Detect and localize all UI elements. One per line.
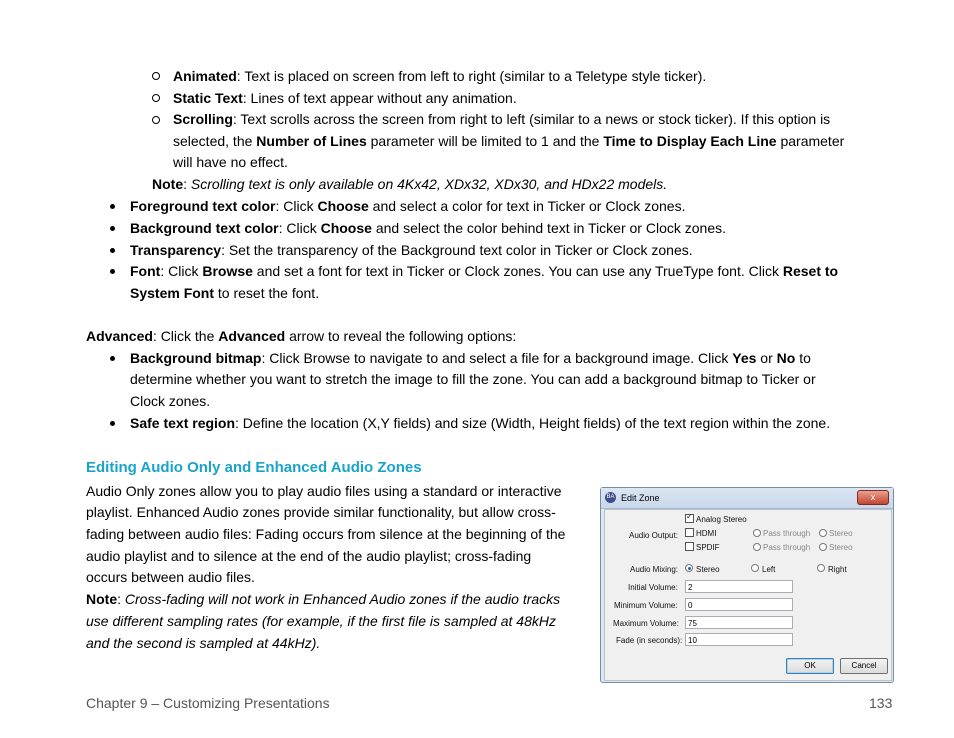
section-note-line: use different sampling rates (for example, if the first file is sampled at 48kHz xyxy=(86,613,556,629)
dialog-body xyxy=(604,509,892,681)
edit-zone-dialog xyxy=(600,487,894,683)
section-paragraph-line: audio playlist and to silence at the end of the audio playlist; cross-fading xyxy=(86,548,532,564)
spdif-stereo-radio[interactable] xyxy=(819,543,827,551)
mixing-stereo-label: Stereo xyxy=(696,565,720,574)
hdmi-pass-through-label: Pass through xyxy=(763,529,811,538)
sub-bullet-scrolling: Scrolling: Text scrolls across the screen from right to left (similar to a news or stock ticker). If this option is xyxy=(173,111,831,127)
bullet-foreground-text-color: Foreground text color: Click Choose and select a color for text in Ticker or Clock zones. xyxy=(130,198,686,214)
hdmi-stereo-radio[interactable] xyxy=(819,529,827,537)
bullet-safe-text-region: Safe text region: Define the location (X,Y fields) and size (Width, Height fields) of the text region within the zone. xyxy=(130,415,831,431)
sub-bullet-scrolling-line3: will have no effect. xyxy=(173,154,288,170)
hdmi-label: HDMI xyxy=(696,529,717,538)
bullet-marker xyxy=(110,421,115,426)
dialog-title: Edit Zone xyxy=(621,493,660,503)
audio-mixing-label: Audio Mixing: xyxy=(630,565,679,574)
app-icon: BA xyxy=(605,492,616,503)
maximum-volume-label: Maximum Volume: xyxy=(613,619,679,628)
minimum-volume-label: Minimum Volume: xyxy=(614,601,678,610)
note-scrolling: Note: Scrolling text is only available on 4Kx42, XDx32, XDx30, and HDx22 models. xyxy=(152,176,668,192)
mixing-left-label: Left xyxy=(762,565,776,574)
section-note-line: and the second is sampled at 44kHz). xyxy=(86,635,321,651)
mixing-right-radio[interactable] xyxy=(817,564,825,572)
fade-input[interactable]: 10 xyxy=(685,633,793,646)
initial-volume-label: Initial Volume: xyxy=(628,583,678,592)
bullet-transparency: Transparency: Set the transparency of the Background text color in Ticker or Clock zones. xyxy=(130,242,693,258)
spdif-checkbox[interactable] xyxy=(685,542,694,551)
bullet-background-text-color: Background text color: Click Choose and select the color behind text in Ticker or Clock zones. xyxy=(130,220,727,236)
bullet-marker xyxy=(110,269,115,274)
spdif-label: SPDIF xyxy=(696,543,720,552)
section-paragraph-line: playlist. Enhanced Audio zones provide similar functionality, but allow cross- xyxy=(86,504,556,520)
audio-output-label: Audio Output: xyxy=(629,531,678,540)
sub-bullet-animated: Animated: Text is placed on screen from left to right (similar to a Teletype style ticker). xyxy=(173,68,707,84)
bullet-background-bitmap-line2: determine whether you want to stretch the image to fill the zone. You can add a background bitmap to Ticker or xyxy=(130,371,816,387)
bullet-background-bitmap-line3: Clock zones. xyxy=(130,393,211,409)
bullet-font-line2: System Font to reset the font. xyxy=(130,285,320,301)
spdif-pass-through-label: Pass through xyxy=(763,543,811,552)
cancel-button[interactable]: Cancel xyxy=(840,658,888,674)
sub-bullet-marker xyxy=(152,116,160,124)
bullet-font: Font: Click Browse and set a font for text in Ticker or Clock zones. You can use any TrueType font. Click Reset to xyxy=(130,263,839,279)
analog-stereo-label: Analog Stereo xyxy=(696,515,747,524)
footer-chapter: Chapter 9 – Customizing Presentations xyxy=(86,695,330,711)
initial-volume-input[interactable]: 2 xyxy=(685,580,793,593)
bullet-background-bitmap: Background bitmap: Click Browse to navigate to and select a file for a background image. Click Yes or No to xyxy=(130,350,811,366)
mixing-left-radio[interactable] xyxy=(751,564,759,572)
analog-stereo-checkbox[interactable] xyxy=(685,514,694,523)
section-paragraph-line: Audio Only zones allow you to play audio files using a standard or interactive xyxy=(86,483,562,499)
spdif-stereo-label: Stereo xyxy=(829,543,853,552)
hdmi-checkbox[interactable] xyxy=(685,528,694,537)
sub-bullet-static-text: Static Text: Lines of text appear without any animation. xyxy=(173,90,517,106)
section-note: Note: Cross-fading will not work in Enhanced Audio zones if the audio tracks xyxy=(86,591,561,607)
bullet-marker xyxy=(110,204,115,209)
section-paragraph-line: occurs between audio files. xyxy=(86,569,255,585)
ok-button[interactable]: OK xyxy=(786,658,834,674)
close-button[interactable]: x xyxy=(857,490,889,505)
minimum-volume-input[interactable]: 0 xyxy=(685,598,793,611)
spdif-pass-through-radio[interactable] xyxy=(753,543,761,551)
hdmi-pass-through-radio[interactable] xyxy=(753,529,761,537)
bullet-marker xyxy=(110,356,115,361)
bullet-marker xyxy=(110,226,115,231)
hdmi-stereo-label: Stereo xyxy=(829,529,853,538)
advanced-paragraph: Advanced: Click the Advanced arrow to reveal the following options: xyxy=(86,328,517,344)
sub-bullet-marker xyxy=(152,94,160,102)
sub-bullet-scrolling-line2: selected, the Number of Lines parameter will be limited to 1 and the Time to Display Each Line parameter xyxy=(173,133,845,149)
dialog-title-bar xyxy=(601,488,893,509)
bullet-marker xyxy=(110,248,115,253)
mixing-right-label: Right xyxy=(828,565,847,574)
section-paragraph-line: fading between audio files: Fading occurs from silence at the beginning of the xyxy=(86,526,566,542)
footer-page-number: 133 xyxy=(869,695,893,711)
sub-bullet-marker xyxy=(152,72,160,80)
fade-label: Fade (in seconds): xyxy=(616,636,683,645)
mixing-stereo-radio[interactable] xyxy=(685,564,693,572)
maximum-volume-input[interactable]: 75 xyxy=(685,616,793,629)
section-heading: Editing Audio Only and Enhanced Audio Zones xyxy=(86,459,422,476)
